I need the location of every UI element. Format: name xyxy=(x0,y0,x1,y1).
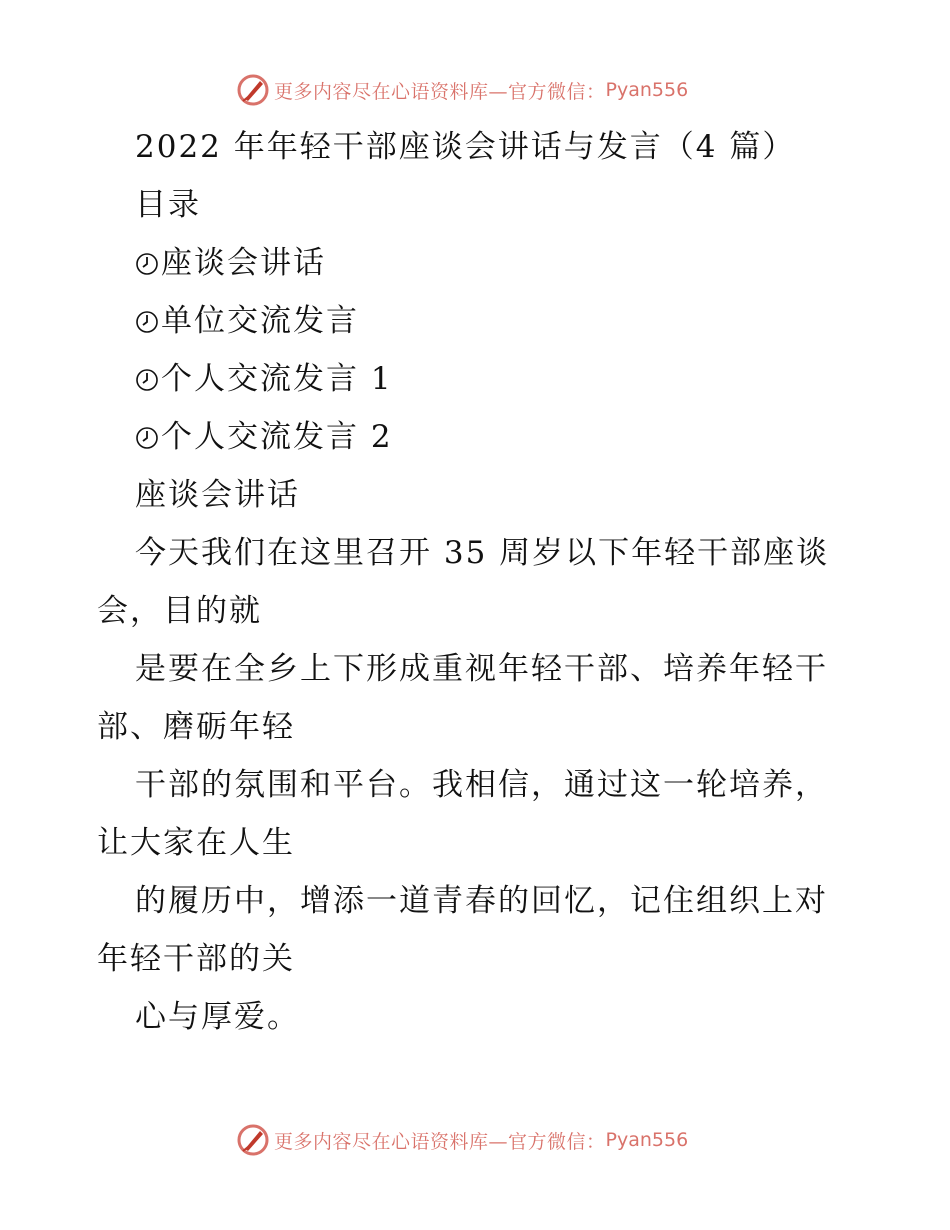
toc-item-label: 个人交流发言 1 xyxy=(161,361,393,397)
clock-icon xyxy=(135,368,159,392)
toc-item-label: 座谈会讲话 xyxy=(161,245,326,281)
header-watermark xyxy=(236,70,688,110)
toc-heading: 目录 xyxy=(135,187,201,223)
watermark-main-text: 更多内容尽在心语资料库 xyxy=(274,1130,489,1153)
toc-item[interactable] xyxy=(97,234,857,292)
toc-item[interactable] xyxy=(97,292,857,350)
quill-logo-icon xyxy=(236,73,270,107)
paragraph-line: 今天我们在这里召开 35 周岁以下年轻干部座谈 xyxy=(135,535,830,571)
watermark-separator: —官方微信： xyxy=(488,1130,606,1153)
watermark-wechat-id: Pyan556 xyxy=(605,1129,689,1151)
quill-logo-icon xyxy=(236,1123,270,1157)
clock-icon xyxy=(135,252,159,276)
document-title: 2022 年年轻干部座谈会讲话与发言（4 篇） xyxy=(135,129,796,165)
watermark-main-text: 更多内容尽在心语资料库 xyxy=(274,80,489,103)
section-heading: 座谈会讲话 xyxy=(135,477,300,513)
paragraph-line: 的履历中，增添一道青春的回忆，记住组织上对 xyxy=(135,883,828,919)
document-body xyxy=(97,118,857,1046)
watermark-separator: —官方微信： xyxy=(488,80,606,103)
paragraph-line: 部、磨砺年轻 xyxy=(97,709,295,745)
toc-item-label: 个人交流发言 2 xyxy=(161,419,393,455)
paragraph-line: 年轻干部的关 xyxy=(97,941,295,977)
paragraph-line: 会，目的就 xyxy=(97,593,262,629)
clock-icon xyxy=(135,426,159,450)
paragraph-line: 是要在全乡上下形成重视年轻干部、培养年轻干 xyxy=(135,651,828,687)
watermark-wechat-id: Pyan556 xyxy=(605,79,689,101)
toc-item[interactable] xyxy=(97,408,857,466)
paragraph-line: 让大家在人生 xyxy=(97,825,295,861)
paragraph-line: 干部的氛围和平台。我相信，通过这一轮培养， xyxy=(135,767,828,803)
paragraph-line: 心与厚爱。 xyxy=(135,999,300,1035)
footer-watermark xyxy=(236,1120,688,1160)
clock-icon xyxy=(135,310,159,334)
toc-item-label: 单位交流发言 xyxy=(161,303,359,339)
toc-item[interactable] xyxy=(97,350,857,408)
